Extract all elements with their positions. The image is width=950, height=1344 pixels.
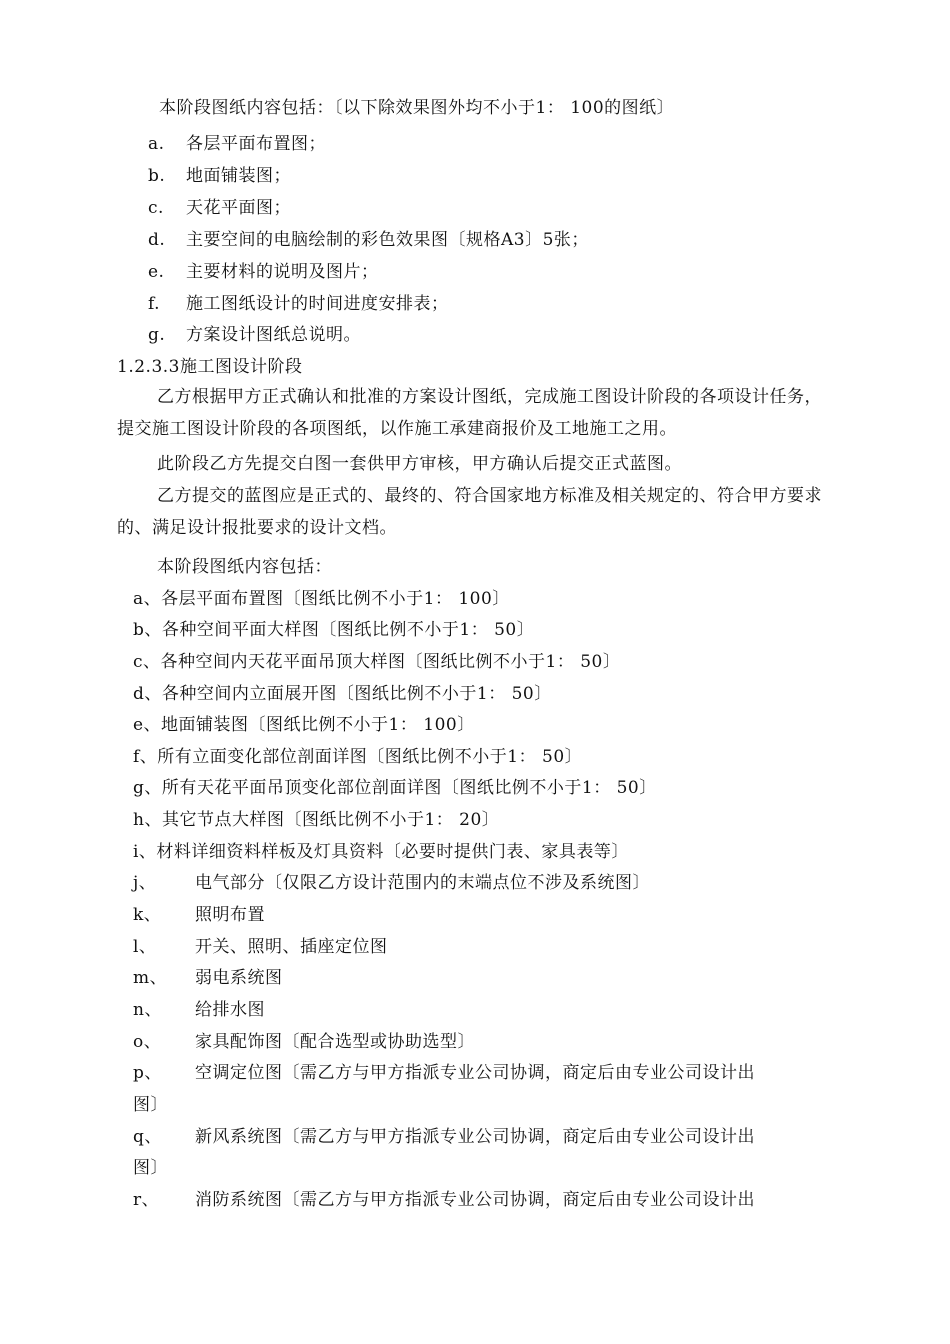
list-item: b、各种空间平面大样图〔图纸比例不小于1： 50〕 xyxy=(133,620,535,640)
list-marker: k、 xyxy=(133,905,162,925)
list-item-continuation: 图〕 xyxy=(133,1158,168,1178)
list-item xyxy=(148,165,291,187)
list-text: 主要材料的说明及图片； xyxy=(186,262,379,282)
list-marker: j、 xyxy=(133,873,157,893)
list-item xyxy=(133,967,283,989)
paragraph: 乙方根据甲方正式确认和批准的方案设计图纸，完成施工图设计阶段的各项设计任务，提交施工图设计阶段的各项图纸，以作施工承建商报价及工地施工之用。 xyxy=(117,387,822,439)
section1-intro: 本阶段图纸内容包括：〔以下除效果图外均不小于1： 100的图纸〕 xyxy=(159,98,675,118)
list-item: i、材料详细资料样板及灯具资料〔必要时提供门表、家具表等〕 xyxy=(133,842,629,862)
list-text: 照明布置 xyxy=(195,905,265,925)
list-item-continuation: 图〕 xyxy=(133,1095,168,1115)
list-marker: f. xyxy=(148,294,161,314)
section2-intro: 本阶段图纸内容包括： xyxy=(157,557,332,577)
list-item xyxy=(133,1126,755,1148)
list-item xyxy=(148,324,361,346)
list-marker: m、 xyxy=(133,968,168,988)
list-text: 地面铺装图； xyxy=(186,166,291,186)
list-item xyxy=(133,999,265,1021)
list-marker: q、 xyxy=(133,1127,162,1147)
list-text: 施工图纸设计的时间进度安排表； xyxy=(186,294,449,314)
list-item xyxy=(133,1031,475,1053)
list-item: a、各层平面布置图〔图纸比例不小于1： 100〕 xyxy=(133,589,510,609)
list-item xyxy=(133,1189,755,1211)
list-text: 各层平面布置图； xyxy=(186,134,326,154)
list-marker: l、 xyxy=(133,937,157,957)
list-item: g、所有天花平面吊顶变化部位剖面详图〔图纸比例不小于1： 50〕 xyxy=(133,778,657,798)
list-item xyxy=(133,872,650,894)
list-text: 天花平面图； xyxy=(186,198,291,218)
list-marker: c. xyxy=(148,198,164,218)
list-text: 弱电系统图 xyxy=(195,968,283,988)
list-text: 主要空间的电脑绘制的彩色效果图〔规格A3〕5张； xyxy=(186,230,589,250)
list-marker: e. xyxy=(148,262,165,282)
list-marker: d. xyxy=(148,230,166,250)
list-item: c、各种空间内天花平面吊顶大样图〔图纸比例不小于1： 50〕 xyxy=(133,652,621,672)
list-item: f、所有立面变化部位剖面详图〔图纸比例不小于1： 50〕 xyxy=(133,747,583,767)
list-item xyxy=(148,197,291,219)
list-marker: a. xyxy=(148,134,165,154)
list-text: 电气部分〔仅限乙方设计范围内的末端点位不涉及系统图〕 xyxy=(195,873,650,893)
list-item xyxy=(133,904,265,926)
list-text: 新风系统图〔需乙方与甲方指派专业公司协调，商定后由专业公司设计出 xyxy=(195,1127,755,1147)
list-item: h、其它节点大样图〔图纸比例不小于1： 20〕 xyxy=(133,810,500,830)
list-item xyxy=(133,936,388,958)
list-item xyxy=(148,133,326,155)
list-marker: r、 xyxy=(133,1190,160,1210)
list-marker: o、 xyxy=(133,1032,162,1052)
paragraph: 此阶段乙方先提交白图一套供甲方审核，甲方确认后提交正式蓝图。 xyxy=(157,454,682,474)
list-item xyxy=(148,293,449,315)
list-text: 消防系统图〔需乙方与甲方指派专业公司协调，商定后由专业公司设计出 xyxy=(195,1190,755,1210)
list-item: d、各种空间内立面展开图〔图纸比例不小于1： 50〕 xyxy=(133,684,552,704)
list-marker: g. xyxy=(148,325,166,345)
list-item xyxy=(133,1062,755,1084)
list-text: 家具配饰图〔配合选型或协助选型〕 xyxy=(195,1032,475,1052)
list-text: 开关、照明、插座定位图 xyxy=(195,937,388,957)
list-marker: p、 xyxy=(133,1063,162,1083)
list-marker: n、 xyxy=(133,1000,162,1020)
list-item xyxy=(148,261,379,283)
list-text: 方案设计图纸总说明。 xyxy=(186,325,361,345)
list-text: 给排水图 xyxy=(195,1000,265,1020)
section-heading: 1.2.3.3施工图设计阶段 xyxy=(117,357,303,377)
list-item: e、地面铺装图〔图纸比例不小于1： 100〕 xyxy=(133,715,475,735)
paragraph: 乙方提交的蓝图应是正式的、最终的、符合国家地方标准及相关规定的、符合甲方要求的、满足设计报批要求的设计文档。 xyxy=(117,486,822,538)
list-marker: b. xyxy=(148,166,166,186)
list-item xyxy=(148,229,589,251)
list-text: 空调定位图〔需乙方与甲方指派专业公司协调，商定后由专业公司设计出 xyxy=(195,1063,755,1083)
